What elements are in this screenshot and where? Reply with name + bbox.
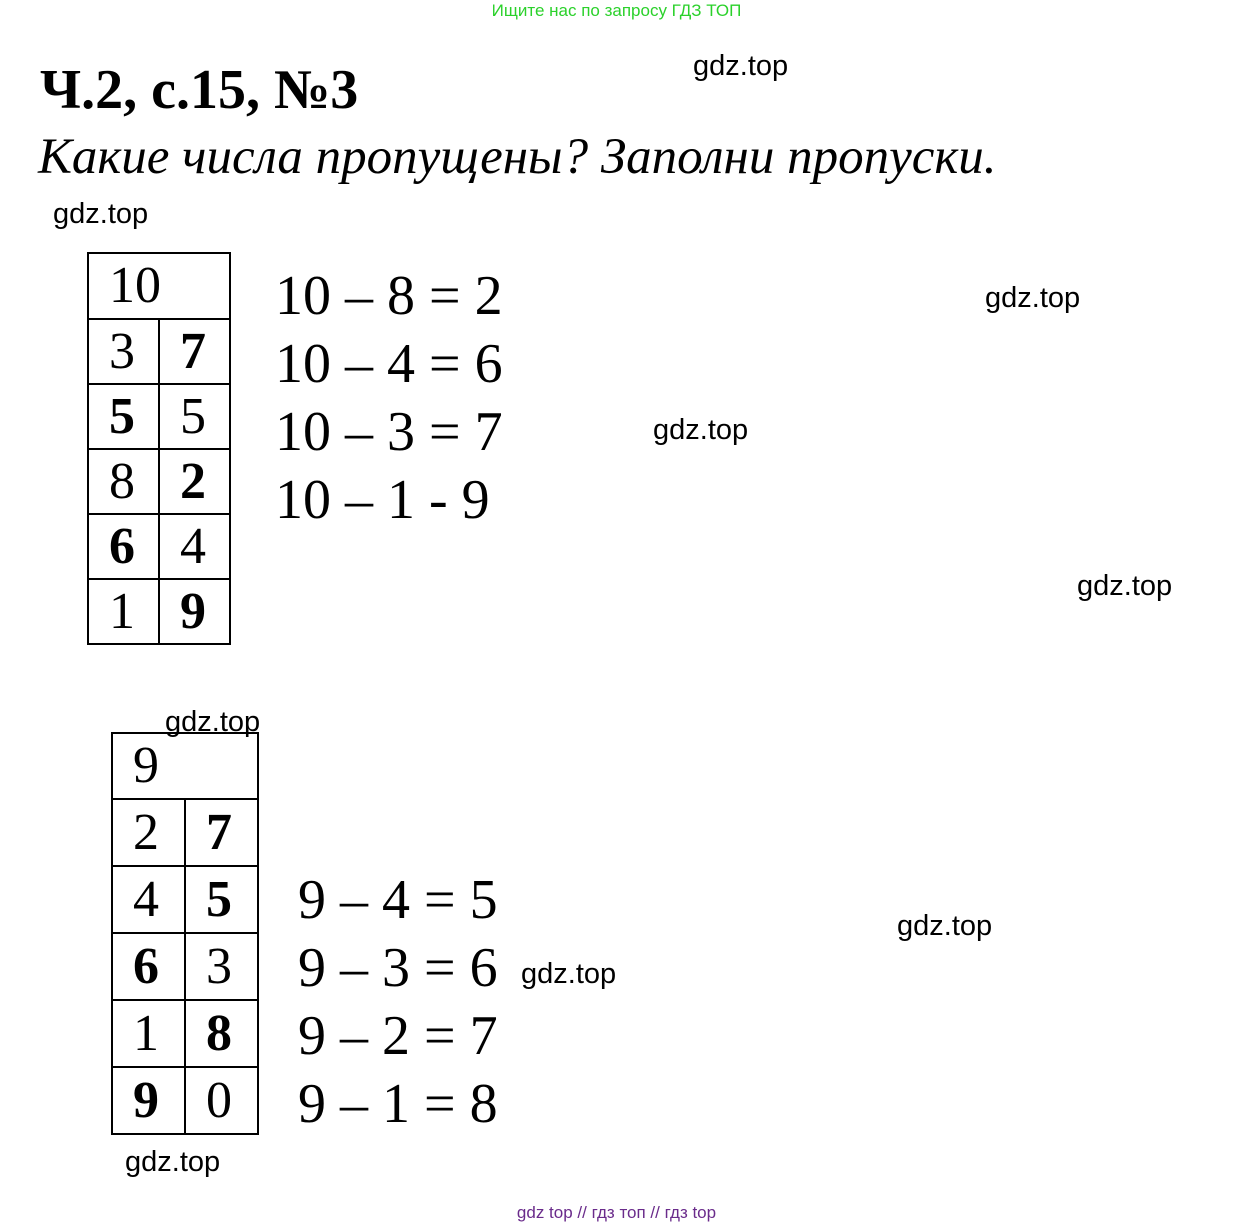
house-cell-answer: 8 [185, 1000, 258, 1067]
house-cell-answer: 2 [159, 449, 230, 514]
house-cell: 3 [185, 933, 258, 1000]
footer-links[interactable]: gdz top // гдз топ // гдз top [516, 1203, 717, 1222]
watermark: gdz.top [985, 282, 1081, 314]
number-house-10 [87, 252, 231, 645]
house-cell-answer: 9 [112, 1067, 185, 1134]
house-cell-answer: 6 [112, 933, 185, 1000]
house-top-number: 10 [88, 253, 230, 319]
watermark: gdz.top [897, 910, 993, 942]
equation: 10 – 1 - 9 [275, 469, 490, 531]
equation: 10 – 4 = 6 [275, 333, 503, 395]
house-cell: 3 [88, 319, 159, 384]
house-cell: 1 [88, 579, 159, 644]
house-cell: 4 [159, 514, 230, 579]
house-cell-answer: 7 [159, 319, 230, 384]
equation: 9 – 2 = 7 [298, 1005, 498, 1067]
house-cell-answer: 9 [159, 579, 230, 644]
number-house-9 [111, 732, 259, 1135]
task-instruction: Какие числа пропущены? Заполни пропуски. [38, 129, 997, 185]
watermark: gdz.top [521, 958, 617, 990]
house-cell-answer: 5 [88, 384, 159, 449]
house-cell-answer: 6 [88, 514, 159, 579]
equations-10 [275, 262, 503, 534]
watermark: gdz.top [693, 50, 789, 82]
house-cell: 2 [112, 799, 185, 866]
equation: 9 – 3 = 6 [298, 937, 498, 999]
watermark: gdz.top [125, 1146, 221, 1178]
equation: 9 – 4 = 5 [298, 869, 498, 931]
page-title: Ч.2, с.15, №3 [40, 59, 359, 121]
house-cell: 5 [159, 384, 230, 449]
house-top-number: 9 [112, 733, 258, 799]
equation: 9 – 1 = 8 [298, 1073, 498, 1135]
house-cell-answer: 5 [185, 866, 258, 933]
equations-9 [298, 866, 498, 1138]
house-cell: 8 [88, 449, 159, 514]
search-banner[interactable]: Ищите нас по запросу ГДЗ ТОП [491, 1, 742, 20]
equation: 10 – 8 = 2 [275, 265, 503, 327]
house-cell: 1 [112, 1000, 185, 1067]
watermark: gdz.top [1077, 570, 1173, 602]
house-cell-answer: 7 [185, 799, 258, 866]
house-cell: 0 [185, 1067, 258, 1134]
watermark: gdz.top [653, 414, 749, 446]
house-cell: 4 [112, 866, 185, 933]
equation: 10 – 3 = 7 [275, 401, 503, 463]
watermark: gdz.top [165, 706, 261, 738]
watermark: gdz.top [53, 198, 149, 230]
